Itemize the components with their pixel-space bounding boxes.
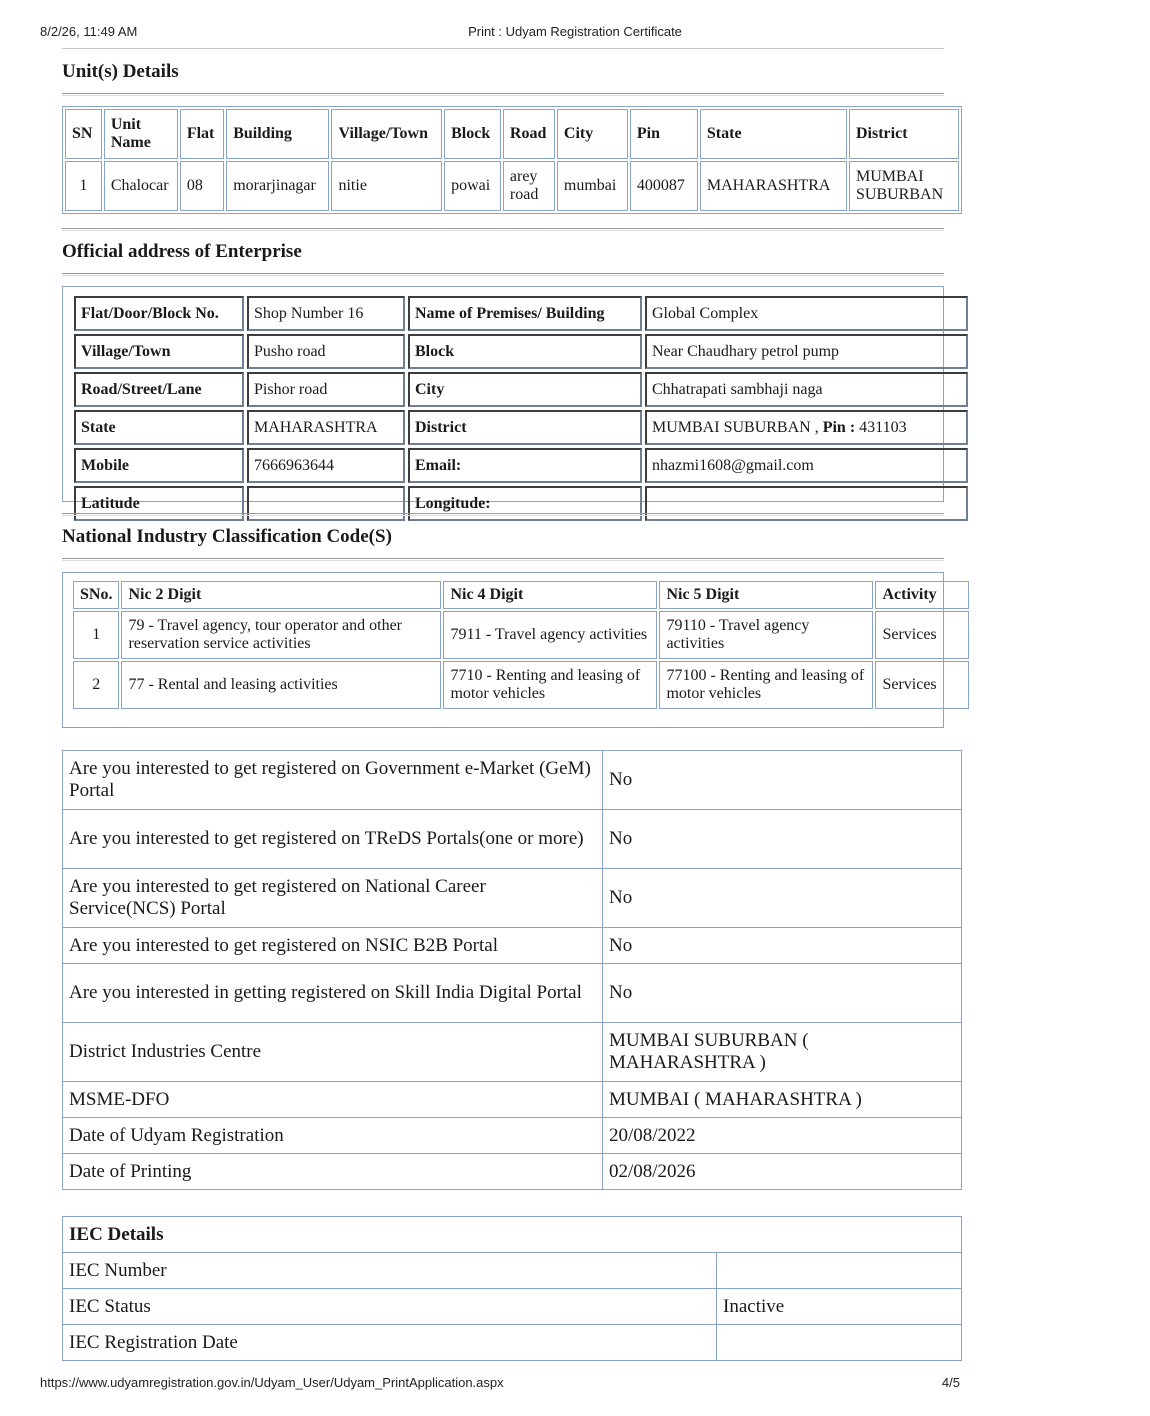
table-row	[63, 1118, 962, 1154]
col-sno: SNo.	[73, 581, 119, 609]
question-label: Are you interested to get registered on TReDS Portals(one or more)	[63, 810, 603, 869]
table-row	[65, 161, 959, 211]
village-value: Pusho road	[247, 334, 405, 369]
address-heading: Official address of Enterprise	[62, 241, 302, 262]
col-flat: Flat	[180, 109, 224, 159]
nic-table	[71, 579, 971, 711]
iec-heading: IEC Details	[63, 1217, 962, 1253]
question-label: Date of Udyam Registration	[63, 1118, 603, 1154]
longitude-label: Longitude:	[408, 486, 642, 521]
district-value: MUMBAI SUBURBAN ,	[652, 418, 819, 436]
table-row	[63, 810, 962, 869]
nic-header-row	[73, 581, 969, 609]
nic5: 77100 - Renting and leasing of motor vehicles	[659, 661, 873, 709]
print-url: https://www.udyamregistration.gov.in/Udyam_User/Udyam_PrintApplication.aspx	[40, 1375, 504, 1390]
nic5: 79110 - Travel agency activities	[659, 611, 873, 659]
col-road: Road	[503, 109, 555, 159]
address-row	[74, 448, 968, 483]
nic4: 7710 - Renting and leasing of motor vehicles	[443, 661, 657, 709]
col-unit-name: Unit Name	[104, 109, 178, 159]
address-row	[74, 334, 968, 369]
answer-value: MUMBAI ( MAHARASHTRA )	[603, 1082, 962, 1118]
divider	[62, 228, 944, 231]
nic-sno: 1	[73, 611, 119, 659]
question-label: Are you interested to get registered on National Career Service(NCS) Portal	[63, 869, 603, 928]
question-label: Are you interested to get registered on NSIC B2B Portal	[63, 928, 603, 964]
cell-state: MAHARASHTRA	[700, 161, 847, 211]
col-block: Block	[444, 109, 501, 159]
address-table	[71, 293, 971, 524]
state-label: State	[74, 410, 244, 445]
address-row	[74, 296, 968, 331]
iec-value	[717, 1253, 962, 1289]
units-heading: Unit(s) Details	[62, 61, 179, 82]
answer-value: MUMBAI SUBURBAN ( MAHARASHTRA )	[603, 1023, 962, 1082]
col-state: State	[700, 109, 847, 159]
table-row	[63, 1023, 962, 1082]
col-building: Building	[226, 109, 329, 159]
district-pin-cell	[645, 410, 968, 445]
col-nic5: Nic 5 Digit	[659, 581, 873, 609]
email-label: Email:	[408, 448, 642, 483]
premises-value: Global Complex	[645, 296, 968, 331]
nic4: 7911 - Travel agency activities	[443, 611, 657, 659]
cell-road: arey road	[503, 161, 555, 211]
cell-district: MUMBAI SUBURBAN	[849, 161, 959, 211]
cell-sn: 1	[65, 161, 102, 211]
city-value: Chhatrapati sambhaji naga	[645, 372, 968, 407]
table-row	[63, 1154, 962, 1190]
iec-table	[62, 1216, 962, 1361]
address-row	[74, 372, 968, 407]
address-row	[74, 410, 968, 445]
details-table-wrap	[62, 750, 944, 1196]
address-box	[62, 286, 944, 512]
pin-label: Pin :	[822, 418, 856, 436]
divider	[62, 558, 944, 561]
nic2: 79 - Travel agency, tour operator and other reservation service activities	[121, 611, 441, 659]
table-row	[63, 1325, 962, 1361]
iec-table-wrap	[62, 1216, 944, 1366]
print-datetime: 8/2/26, 11:49 AM	[40, 24, 138, 39]
col-nic2: Nic 2 Digit	[121, 581, 441, 609]
answer-value: No	[603, 810, 962, 869]
village-label: Village/Town	[74, 334, 244, 369]
table-row	[63, 869, 962, 928]
divider	[62, 273, 944, 276]
answer-value: No	[603, 928, 962, 964]
nic-activity: Services	[875, 611, 969, 659]
flat-label: Flat/Door/Block No.	[74, 296, 244, 331]
table-row	[63, 751, 962, 810]
table-row	[63, 1082, 962, 1118]
divider	[62, 48, 944, 49]
col-city: City	[557, 109, 628, 159]
iec-header-row	[63, 1217, 962, 1253]
col-pin: Pin	[630, 109, 698, 159]
nic-box	[62, 572, 944, 728]
table-row	[73, 661, 969, 709]
cell-building: morarjinagar	[226, 161, 329, 211]
cell-block: powai	[444, 161, 501, 211]
print-title: Print : Udyam Registration Certificate	[468, 24, 682, 39]
table-row	[63, 1289, 962, 1325]
iec-label: IEC Registration Date	[63, 1325, 717, 1361]
page-number: 4/5	[941, 1375, 960, 1390]
iec-value	[717, 1325, 962, 1361]
question-label: Are you interested to get registered on Government e-Market (GeM) Portal	[63, 751, 603, 810]
nic2: 77 - Rental and leasing activities	[121, 661, 441, 709]
city-label: City	[408, 372, 642, 407]
question-label: MSME-DFO	[63, 1082, 603, 1118]
cell-unit-name: Chalocar	[104, 161, 178, 211]
units-table	[62, 106, 962, 214]
divider	[62, 513, 944, 516]
iec-value: Inactive	[717, 1289, 962, 1325]
state-value: MAHARASHTRA	[247, 410, 405, 445]
district-label: District	[408, 410, 642, 445]
col-nic4: Nic 4 Digit	[443, 581, 657, 609]
col-sn: SN	[65, 109, 102, 159]
cell-flat: 08	[180, 161, 224, 211]
cell-pin: 400087	[630, 161, 698, 211]
divider	[62, 93, 944, 96]
col-village: Village/Town	[331, 109, 442, 159]
flat-value: Shop Number 16	[247, 296, 405, 331]
email-value: nhazmi1608@gmail.com	[645, 448, 968, 483]
table-row	[63, 964, 962, 1023]
nic-activity: Services	[875, 661, 969, 709]
road-label: Road/Street/Lane	[74, 372, 244, 407]
block-label: Block	[408, 334, 642, 369]
units-header-row	[65, 109, 959, 159]
answer-value: 02/08/2026	[603, 1154, 962, 1190]
nic-heading: National Industry Classification Code(S)	[62, 526, 392, 547]
mobile-label: Mobile	[74, 448, 244, 483]
cell-city: mumbai	[557, 161, 628, 211]
latitude-label: Latitude	[74, 486, 244, 521]
table-row	[63, 1253, 962, 1289]
nic-sno: 2	[73, 661, 119, 709]
road-value: Pishor road	[247, 372, 405, 407]
units-table-wrap	[62, 106, 944, 220]
answer-value: 20/08/2022	[603, 1118, 962, 1154]
table-row	[73, 611, 969, 659]
question-label: Are you interested in getting registered on Skill India Digital Portal	[63, 964, 603, 1023]
table-row	[63, 928, 962, 964]
answer-value: No	[603, 964, 962, 1023]
cell-village: nitie	[331, 161, 442, 211]
question-label: District Industries Centre	[63, 1023, 603, 1082]
iec-label: IEC Number	[63, 1253, 717, 1289]
pin-value: 431103	[859, 418, 907, 436]
col-activity: Activity	[875, 581, 969, 609]
question-label: Date of Printing	[63, 1154, 603, 1190]
answer-value: No	[603, 869, 962, 928]
col-district: District	[849, 109, 959, 159]
mobile-value: 7666963644	[247, 448, 405, 483]
premises-label: Name of Premises/ Building	[408, 296, 642, 331]
iec-label: IEC Status	[63, 1289, 717, 1325]
details-table	[62, 750, 962, 1190]
block-value: Near Chaudhary petrol pump	[645, 334, 968, 369]
answer-value: No	[603, 751, 962, 810]
